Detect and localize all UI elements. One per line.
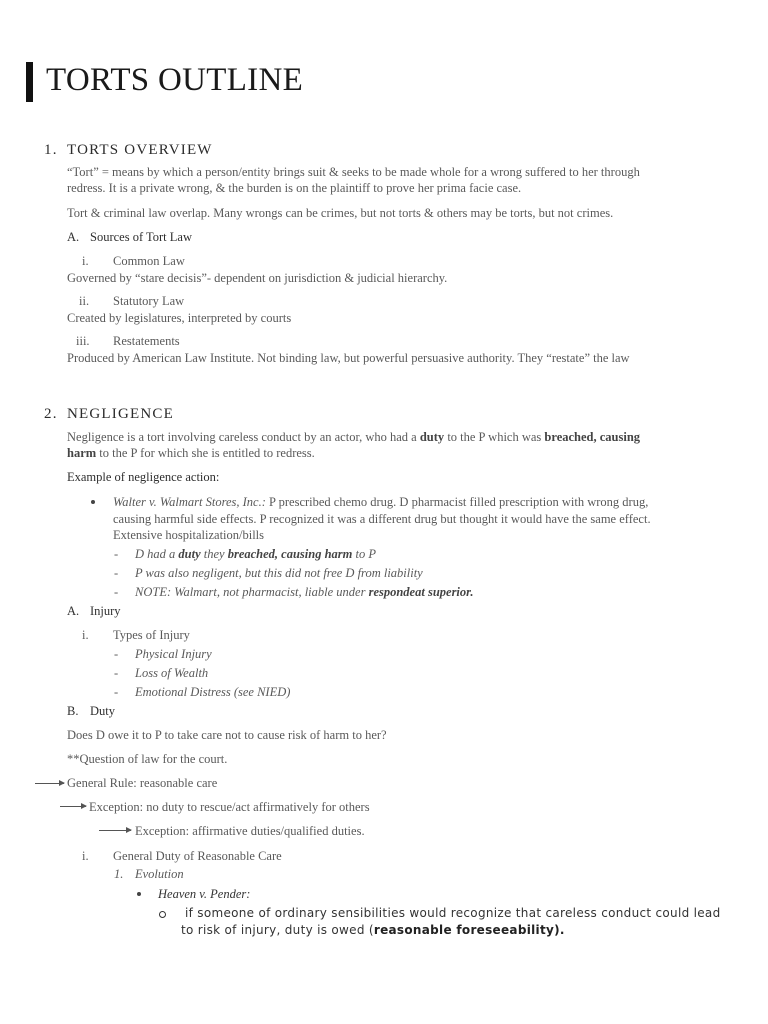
dash-icon: - (114, 547, 119, 561)
duty-note: **Question of law for the court. (67, 752, 228, 766)
injury-type-1: Physical Injury (135, 647, 212, 661)
duty-item-label: General Duty of Reasonable Care (113, 849, 282, 863)
s1-item-1-marker: i. (82, 254, 89, 268)
flow-exception-2: Exception: affirmative duties/qualified duties. (135, 824, 365, 838)
example-label: Example of negligence action: (67, 470, 220, 484)
s2-subsection-a-marker: A. (67, 604, 80, 618)
section-2-heading: NEGLIGENCE (67, 406, 174, 422)
page-title: TORTS OUTLINE (46, 62, 304, 98)
s1-item-3-marker: iii. (76, 334, 90, 348)
case-heaven: Heaven v. Pender: (158, 887, 251, 901)
title-accent-bar (26, 62, 33, 102)
s1-paragraph-2: Tort & criminal law overlap. Many wrongs can be crimes, but not torts & others may be torts, but not crimes. (67, 206, 614, 220)
s1-item-2-label: Statutory Law (113, 294, 185, 308)
dash-icon: - (114, 685, 119, 699)
evolution-marker: 1. (114, 867, 124, 881)
dash-icon: - (114, 647, 119, 661)
s1-paragraph-1-line-1: “Tort” = means by which a person/entity brings suit & seeks to be made whole for a wrong suffered to her through (67, 165, 640, 179)
s2-subsection-a-label: Injury (90, 604, 121, 618)
s1-paragraph-1-line-2: redress. It is a private wrong, & the burden is on the plaintiff to prove her prima facie case. (67, 181, 522, 195)
case-walter-line-1: Walter v. Walmart Stores, Inc.: P prescribed chemo drug. D pharmacist filled prescription with wrong drug, (113, 495, 649, 509)
section-2-number: 2. (44, 406, 58, 422)
dash-icon: - (114, 666, 119, 680)
heaven-line-1: if someone of ordinary sensibilities would recognize that careless conduct could lead (185, 906, 721, 920)
injury-item-marker: i. (82, 628, 89, 642)
injury-type-3: Emotional Distress (see NIED) (135, 685, 291, 699)
injury-type-2: Loss of Wealth (135, 666, 209, 680)
case-sub-1: D had a duty they breached, causing harm to P (135, 547, 376, 561)
case-walter-line-2: causing harmful side effects. P recognized it was a different drug but thought it would have the same effect. (113, 512, 651, 526)
evolution-label: Evolution (135, 867, 184, 881)
bullet-icon (137, 892, 141, 896)
duty-item-marker: i. (82, 849, 89, 863)
s1-item-2-marker: ii. (79, 294, 90, 308)
flow-general-rule: General Rule: reasonable care (67, 776, 218, 790)
s1-subsection-a-label: Sources of Tort Law (90, 230, 192, 244)
s2-paragraph-1-line-2: harm to the P for which she is entitled to redress. (67, 446, 315, 460)
arrow-right-icon (99, 830, 131, 831)
injury-item-label: Types of Injury (113, 628, 190, 642)
heaven-line-2: to risk of injury, duty is owed (reasonable foreseeability). (181, 923, 565, 937)
case-sub-2: P was also negligent, but this did not free D from liability (135, 566, 423, 580)
bullet-icon (91, 500, 95, 504)
s1-item-3-desc: Produced by American Law Institute. Not binding law, but powerful persuasive authority. They “restate” the law (67, 351, 630, 365)
s1-subsection-a-marker: A. (67, 230, 80, 244)
case-sub-3: NOTE: Walmart, not pharmacist, liable under respondeat superior. (135, 585, 474, 599)
section-1-number: 1. (44, 142, 58, 158)
arrow-right-icon (60, 806, 86, 807)
s2-subsection-b-label: Duty (90, 704, 115, 718)
section-1-heading: TORTS OVERVIEW (67, 142, 213, 158)
dash-icon: - (114, 566, 119, 580)
s1-item-2-desc: Created by legislatures, interpreted by courts (67, 311, 292, 325)
s1-item-3-label: Restatements (113, 334, 180, 348)
flow-exception-1: Exception: no duty to rescue/act affirmatively for others (89, 800, 370, 814)
s1-item-1-desc: Governed by “stare decisis”- dependent on jurisdiction & judicial hierarchy. (67, 271, 448, 285)
s2-subsection-b-marker: B. (67, 704, 79, 718)
s1-item-1-label: Common Law (113, 254, 185, 268)
duty-question: Does D owe it to P to take care not to cause risk of harm to her? (67, 728, 387, 742)
case-walter-line-3: Extensive hospitalization/bills (113, 528, 265, 542)
arrow-right-icon (35, 783, 64, 784)
s2-paragraph-1-line-1: Negligence is a tort involving careless conduct by an actor, who had a duty to the P which was breached, causing (67, 430, 641, 444)
dash-icon: - (114, 585, 119, 599)
hollow-bullet-icon (159, 911, 166, 918)
